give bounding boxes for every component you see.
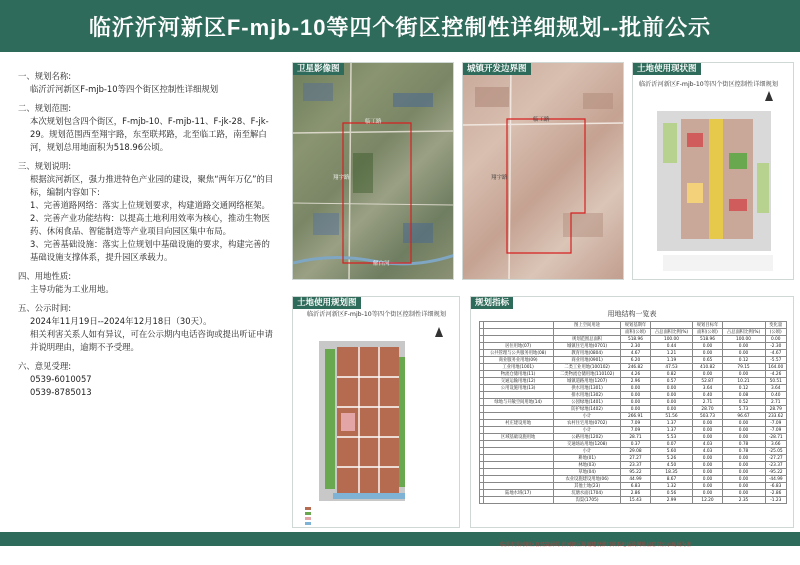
table-cell: -2.86 (765, 490, 787, 497)
table-cell: 1.37 (650, 427, 693, 434)
table-cell: 96.67 (722, 413, 765, 420)
table-row (480, 385, 787, 392)
section-title: 四、用地性质: (18, 271, 72, 282)
table-row (480, 483, 787, 490)
current-land-use-map-title: 临沂沂河新区F-mjb-10等四个街区控制性详细规划 (639, 81, 778, 88)
table-row (480, 413, 787, 420)
table-cell: 1.21 (650, 350, 693, 357)
table-cell: 10.21 (722, 378, 765, 385)
table-row (480, 399, 787, 406)
road-label-ligong: 临工路 (365, 119, 382, 125)
section-title: 六、意见受理: (18, 361, 72, 372)
table-cell: 3.66 (765, 441, 787, 448)
table-cell: 坑塘水面(1704) (553, 490, 621, 497)
table-cell: 0.00 (693, 476, 722, 483)
table-cell: -44.99 (765, 476, 787, 483)
table-cell: 2.86 (621, 490, 650, 497)
road-label-ligong: 临工路 (533, 117, 550, 123)
table-cell: 4.67 (621, 350, 650, 357)
table-cell (483, 462, 553, 469)
table-cell: 0.00 (722, 483, 765, 490)
table-row (480, 343, 787, 350)
footer-note: 临沂市沂河新区自然资源局 沂河新区规划建设部门联系电话及网址信息以公示现场为准 (500, 542, 692, 548)
table-cell: 0.00 (693, 455, 722, 462)
table-cell: 95.22 (621, 469, 650, 476)
table-cell: 0.00 (693, 490, 722, 497)
development-boundary-image (463, 63, 624, 280)
land-use-plan-map (293, 297, 460, 528)
table-cell: 0.00 (693, 469, 722, 476)
table-cell: 农村住宅用地(0702) (553, 420, 621, 427)
table-cell: 0.40 (765, 392, 787, 399)
table-cell: 0.00 (650, 392, 693, 399)
table-cell: 工业用地(1001) (483, 364, 553, 371)
table-cell: 44.99 (621, 476, 650, 483)
land-use-structure-table (479, 321, 787, 504)
table-cell: 二类物流仓储用地(110102) (553, 371, 621, 378)
table-cell: 0.08 (722, 392, 765, 399)
section-body-line: 0539-6010057 (30, 374, 92, 385)
table-row (480, 322, 787, 329)
table-cell: 交通场站用地(1208) (553, 441, 621, 448)
table-cell (483, 441, 553, 448)
table-cell: 小计 (553, 427, 621, 434)
table-cell: 规划基期年 (621, 322, 650, 329)
table-cell: 交通运输用地(12) (483, 378, 553, 385)
table-cell: 0.82 (650, 371, 693, 378)
table-cell: 28.71 (621, 434, 650, 441)
road-label-xiangyu: 翔宇路 (333, 175, 350, 181)
table-cell: 0.00 (693, 462, 722, 469)
table-cell: 4.50 (650, 462, 693, 469)
table-cell: 陆地水域(17) (483, 490, 553, 497)
satellite-image-label: 卫星影像图 (293, 62, 344, 75)
table-row (480, 434, 787, 441)
table-cell: 占总面积比例(%) (650, 329, 693, 336)
table-cell: 8.67 (650, 476, 693, 483)
current-land-use-label: 土地使用现状图 (633, 62, 701, 75)
table-cell (722, 322, 765, 329)
table-cell (483, 455, 553, 462)
satellite-image-panel (292, 62, 454, 280)
table-cell: 0.00 (693, 350, 722, 357)
table-cell: 0.00 (693, 483, 722, 490)
table-cell: 266.91 (621, 413, 650, 420)
table-cell: 79.15 (722, 364, 765, 371)
table-cell: 图上空间用途 (553, 322, 621, 329)
table-row (480, 462, 787, 469)
table-cell: 0.00 (722, 434, 765, 441)
table-cell: 0.00 (722, 455, 765, 462)
section-title: 一、规划名称: (18, 71, 72, 81)
table-cell: 164.00 (765, 364, 787, 371)
table-cell: -95.22 (765, 469, 787, 476)
table-cell: 变化量 (765, 322, 787, 329)
table-cell (483, 476, 553, 483)
table-cell: 小计 (553, 448, 621, 455)
table-cell: 1.19 (650, 357, 693, 364)
table-row (480, 448, 787, 455)
table-cell: 5.53 (650, 434, 693, 441)
table-cell: 0.00 (621, 392, 650, 399)
table-cell: 1.32 (650, 483, 693, 490)
table-cell: 城镇住宅用地(0701) (553, 343, 621, 350)
table-cell: 0.00 (650, 385, 693, 392)
table-cell: 0.00 (722, 350, 765, 357)
table-row (480, 350, 787, 357)
table-cell: 规划范围总面积 (553, 336, 621, 343)
section-title: 三、规划说明: (18, 161, 72, 172)
table-cell: 27.27 (621, 455, 650, 462)
table-cell: 教育用地(0804) (553, 350, 621, 357)
table-cell: 3.64 (693, 385, 722, 392)
table-cell: 林地(03) (553, 462, 621, 469)
table-cell: 0.78 (722, 448, 765, 455)
section-body-line: 2、完善产业功能结构：以提高土地利用效率为核心，推动生物医药、休闲食品、智能制造等产业项目向园区集中布局。 (30, 213, 270, 237)
table-cell: 0.00 (693, 343, 722, 350)
section-title: 二、规划范围: (18, 103, 72, 114)
table-cell: 0.00 (693, 434, 722, 441)
table-row (480, 427, 787, 434)
table-cell: 0.00 (693, 371, 722, 378)
table-cell: -27.27 (765, 455, 787, 462)
table-cell: 0.56 (650, 490, 693, 497)
table-cell: 28.79 (765, 406, 787, 413)
table-cell: 0.00 (693, 420, 722, 427)
table-cell: 面积(公顷) (621, 329, 650, 336)
table-cell: 5.26 (650, 455, 693, 462)
table-cell: 物流仓储用地(11) (483, 371, 553, 378)
table-cell: 0.00 (650, 399, 693, 406)
table-cell: 0.00 (722, 343, 765, 350)
table-cell: 503.73 (693, 413, 722, 420)
section-body-line: 1、完善道路网络：落实上位规划要求，构建道路交通网络框架。 (30, 200, 270, 211)
table-cell: 供水用地(1301) (553, 385, 621, 392)
table-cell: 城镇道路用地(1207) (553, 378, 621, 385)
table-cell: 草地(04) (553, 469, 621, 476)
table-cell: 518.96 (621, 336, 650, 343)
table-cell: 410.82 (693, 364, 722, 371)
table-cell: 0.00 (621, 406, 650, 413)
table-cell: 2.30 (621, 343, 650, 350)
table-cell (650, 322, 693, 329)
page-header (0, 0, 800, 52)
table-cell: 0.00 (621, 399, 650, 406)
footer-area (0, 546, 800, 565)
table-cell: 233.62 (765, 413, 787, 420)
table-cell: 4.03 (693, 448, 722, 455)
table-cell: 0.00 (650, 406, 693, 413)
table-cell: 0.00 (693, 427, 722, 434)
table-cell (483, 448, 553, 455)
table-cell: -4.67 (765, 350, 787, 357)
table-row (480, 455, 787, 462)
table-cell: 0.52 (722, 399, 765, 406)
page-title: 临沂沂河新区F-mjb-10等四个街区控制性详细规划--批前公示 (88, 14, 712, 40)
table-cell: 0.00 (722, 420, 765, 427)
section-body-line: 0539-8785013 (30, 387, 92, 398)
table-cell: 区域基础设施用地 (483, 434, 553, 441)
table-cell: 小计 (553, 413, 621, 420)
table-cell: 4.26 (621, 371, 650, 378)
table-cell (483, 406, 553, 413)
table-cell: 防护绿地(1402) (553, 406, 621, 413)
table-cell: 排水用地(1302) (553, 392, 621, 399)
current-land-use-panel (632, 62, 794, 280)
table-cell: 0.44 (650, 343, 693, 350)
table-cell: 商业服务业用地(09) (483, 357, 553, 364)
table-cell: 5.73 (722, 406, 765, 413)
table-cell: 5.60 (650, 448, 693, 455)
table-cell: 0.65 (693, 357, 722, 364)
table-cell: 7.09 (621, 420, 650, 427)
table-cell: 6.83 (621, 483, 650, 490)
table-cell: 2.71 (693, 399, 722, 406)
table-cell (483, 329, 553, 336)
table-cell: -4.26 (765, 371, 787, 378)
table-cell: 其他土地(23) (553, 483, 621, 490)
table-cell: 0.57 (650, 378, 693, 385)
table-row (480, 420, 787, 427)
table-cell: 50.51 (765, 378, 787, 385)
table-cell: 0.37 (621, 441, 650, 448)
table-cell: 0.78 (722, 441, 765, 448)
table-cell: 2.71 (765, 399, 787, 406)
table-row (480, 336, 787, 343)
table-row (480, 406, 787, 413)
table-cell: 1.37 (650, 420, 693, 427)
table-cell: 绿地与开敞空间用地(14) (483, 399, 553, 406)
table-cell: 0.12 (722, 385, 765, 392)
table-cell: -2.30 (765, 343, 787, 350)
table-cell: 0.00 (722, 490, 765, 497)
table-cell: -5.57 (765, 357, 787, 364)
table-cell: 二类工业用地(100102) (553, 364, 621, 371)
section-body-line: 2024年11月19日--2024年12月18日（30天）。 (30, 316, 212, 327)
table-cell: 52.87 (693, 378, 722, 385)
table-cell: 占总面积比例(%) (722, 329, 765, 336)
table-cell: 4.03 (693, 441, 722, 448)
table-cell: 100.00 (722, 336, 765, 343)
table-cell (483, 392, 553, 399)
table-cell: 0.00 (722, 476, 765, 483)
table-cell: 23.37 (621, 462, 650, 469)
table-row (480, 476, 787, 483)
section-body-line: 本次规划包含四个街区，F-mjb-10、F-mjb-11、F-jk-28、F-jk-29。规划范围西至翔宇路，东至联邦路，北至临工路，南至解白河，规划总用地面积为518.96公顷。 (30, 116, 269, 153)
table-cell: 0.00 (722, 427, 765, 434)
land-use-plan-panel (292, 296, 460, 528)
section-body-line: 临沂沂河新区F-mjb-10等四个街区控制性详细规划 (30, 84, 219, 95)
indicators-panel (470, 296, 794, 528)
table-cell: 0.00 (722, 469, 765, 476)
table-cell: 15.43 (621, 497, 650, 504)
indicators-label: 规划指标 (471, 296, 513, 309)
table-cell (483, 469, 553, 476)
development-boundary-panel (462, 62, 624, 280)
table-cell: 246.82 (621, 364, 650, 371)
table-cell: 6.20 (621, 357, 650, 364)
table-cell: -28.71 (765, 434, 787, 441)
table-cell: -1.23 (765, 497, 787, 504)
table-cell: 公园绿地(1401) (553, 399, 621, 406)
table-row (480, 490, 787, 497)
road-label-xiangyu: 翔宇路 (491, 175, 508, 181)
section-body-line: 主导功能为工业用地。 (30, 284, 114, 295)
table-cell: 47.53 (650, 364, 693, 371)
table-cell: 农业设施建设用地(06) (553, 476, 621, 483)
table-row (480, 497, 787, 504)
river-label: 解白河 (373, 261, 390, 267)
notice-text-column (8, 58, 286, 528)
table-cell: 公共管理与公共服务用地(08) (483, 350, 553, 357)
section-body-line: 相关利害关系人如有异议，可在公示期内电话咨询或提出听证申请并说明理由，逾期不予受理。 (30, 329, 273, 353)
table-cell: 2.35 (722, 497, 765, 504)
table-row (480, 364, 787, 371)
table-cell: 518.96 (693, 336, 722, 343)
table-row (480, 392, 787, 399)
table-row (480, 357, 787, 364)
table-cell: 29.08 (621, 448, 650, 455)
table-cell: 12.20 (693, 497, 722, 504)
table-cell: 居住用地(07) (483, 343, 553, 350)
table-cell: 村庄建设用地 (483, 420, 553, 427)
table-cell: -7.09 (765, 420, 787, 427)
table-cell: 面积(公顷) (693, 329, 722, 336)
section-body-line: 3、完善基础设施：落实上位规划中基础设施的要求，构建完善的基础设施支撑体系，提升园区承载力。 (30, 239, 270, 263)
table-cell: 2.99 (650, 497, 693, 504)
section-body-line: 根据滨河新区，强力推进特色产业园的建设，聚焦“两年万亿”的目标，编制内容如下: (30, 174, 274, 198)
table-cell: -6.83 (765, 483, 787, 490)
table-cell: 0.00 (722, 371, 765, 378)
table-cell: 沟渠(1705) (553, 497, 621, 504)
land-use-plan-label: 土地使用规划图 (293, 296, 361, 309)
table-cell (483, 497, 553, 504)
table-title: 用地结构一览表 (607, 311, 657, 318)
development-boundary-label: 城镇开发边界图 (463, 62, 531, 75)
table-cell: -23.37 (765, 462, 787, 469)
table-row (480, 371, 787, 378)
table-cell (483, 413, 553, 420)
table-cell: 7.09 (621, 427, 650, 434)
table-cell: 100.00 (650, 336, 693, 343)
table-cell: 耕地(01) (553, 455, 621, 462)
table-cell: 0.07 (650, 441, 693, 448)
current-land-use-map (633, 63, 794, 280)
table-cell: 0.00 (722, 462, 765, 469)
section-title: 五、公示时间: (18, 303, 72, 314)
satellite-image (293, 63, 454, 280)
table-row (480, 469, 787, 476)
table-row (480, 378, 787, 385)
table-cell: 0.12 (722, 357, 765, 364)
table-cell (483, 427, 553, 434)
table-cell: 规划目标年 (693, 322, 722, 329)
table-cell: -7.09 (765, 427, 787, 434)
table-row (480, 441, 787, 448)
table-row (480, 329, 787, 336)
table-cell: 0.40 (693, 392, 722, 399)
table-cell: 商业用地(0901) (553, 357, 621, 364)
table-cell (483, 336, 553, 343)
table-cell: 2.96 (621, 378, 650, 385)
table-cell: 0.00 (621, 385, 650, 392)
table-cell (483, 322, 553, 329)
table-cell: 51.56 (650, 413, 693, 420)
land-use-plan-map-title: 临沂沂河新区F-mjb-10等四个街区控制性详细规划 (307, 311, 446, 318)
table-cell: (公顷) (765, 329, 787, 336)
table-cell: 18.35 (650, 469, 693, 476)
table-cell: 3.64 (765, 385, 787, 392)
table-cell: 28.70 (693, 406, 722, 413)
table-cell: 公用设施用地(13) (483, 385, 553, 392)
table-cell: 公路用地(1202) (553, 434, 621, 441)
table-cell (483, 483, 553, 490)
table-cell: 0.00 (765, 336, 787, 343)
table-cell (553, 329, 621, 336)
table-cell: -25.05 (765, 448, 787, 455)
